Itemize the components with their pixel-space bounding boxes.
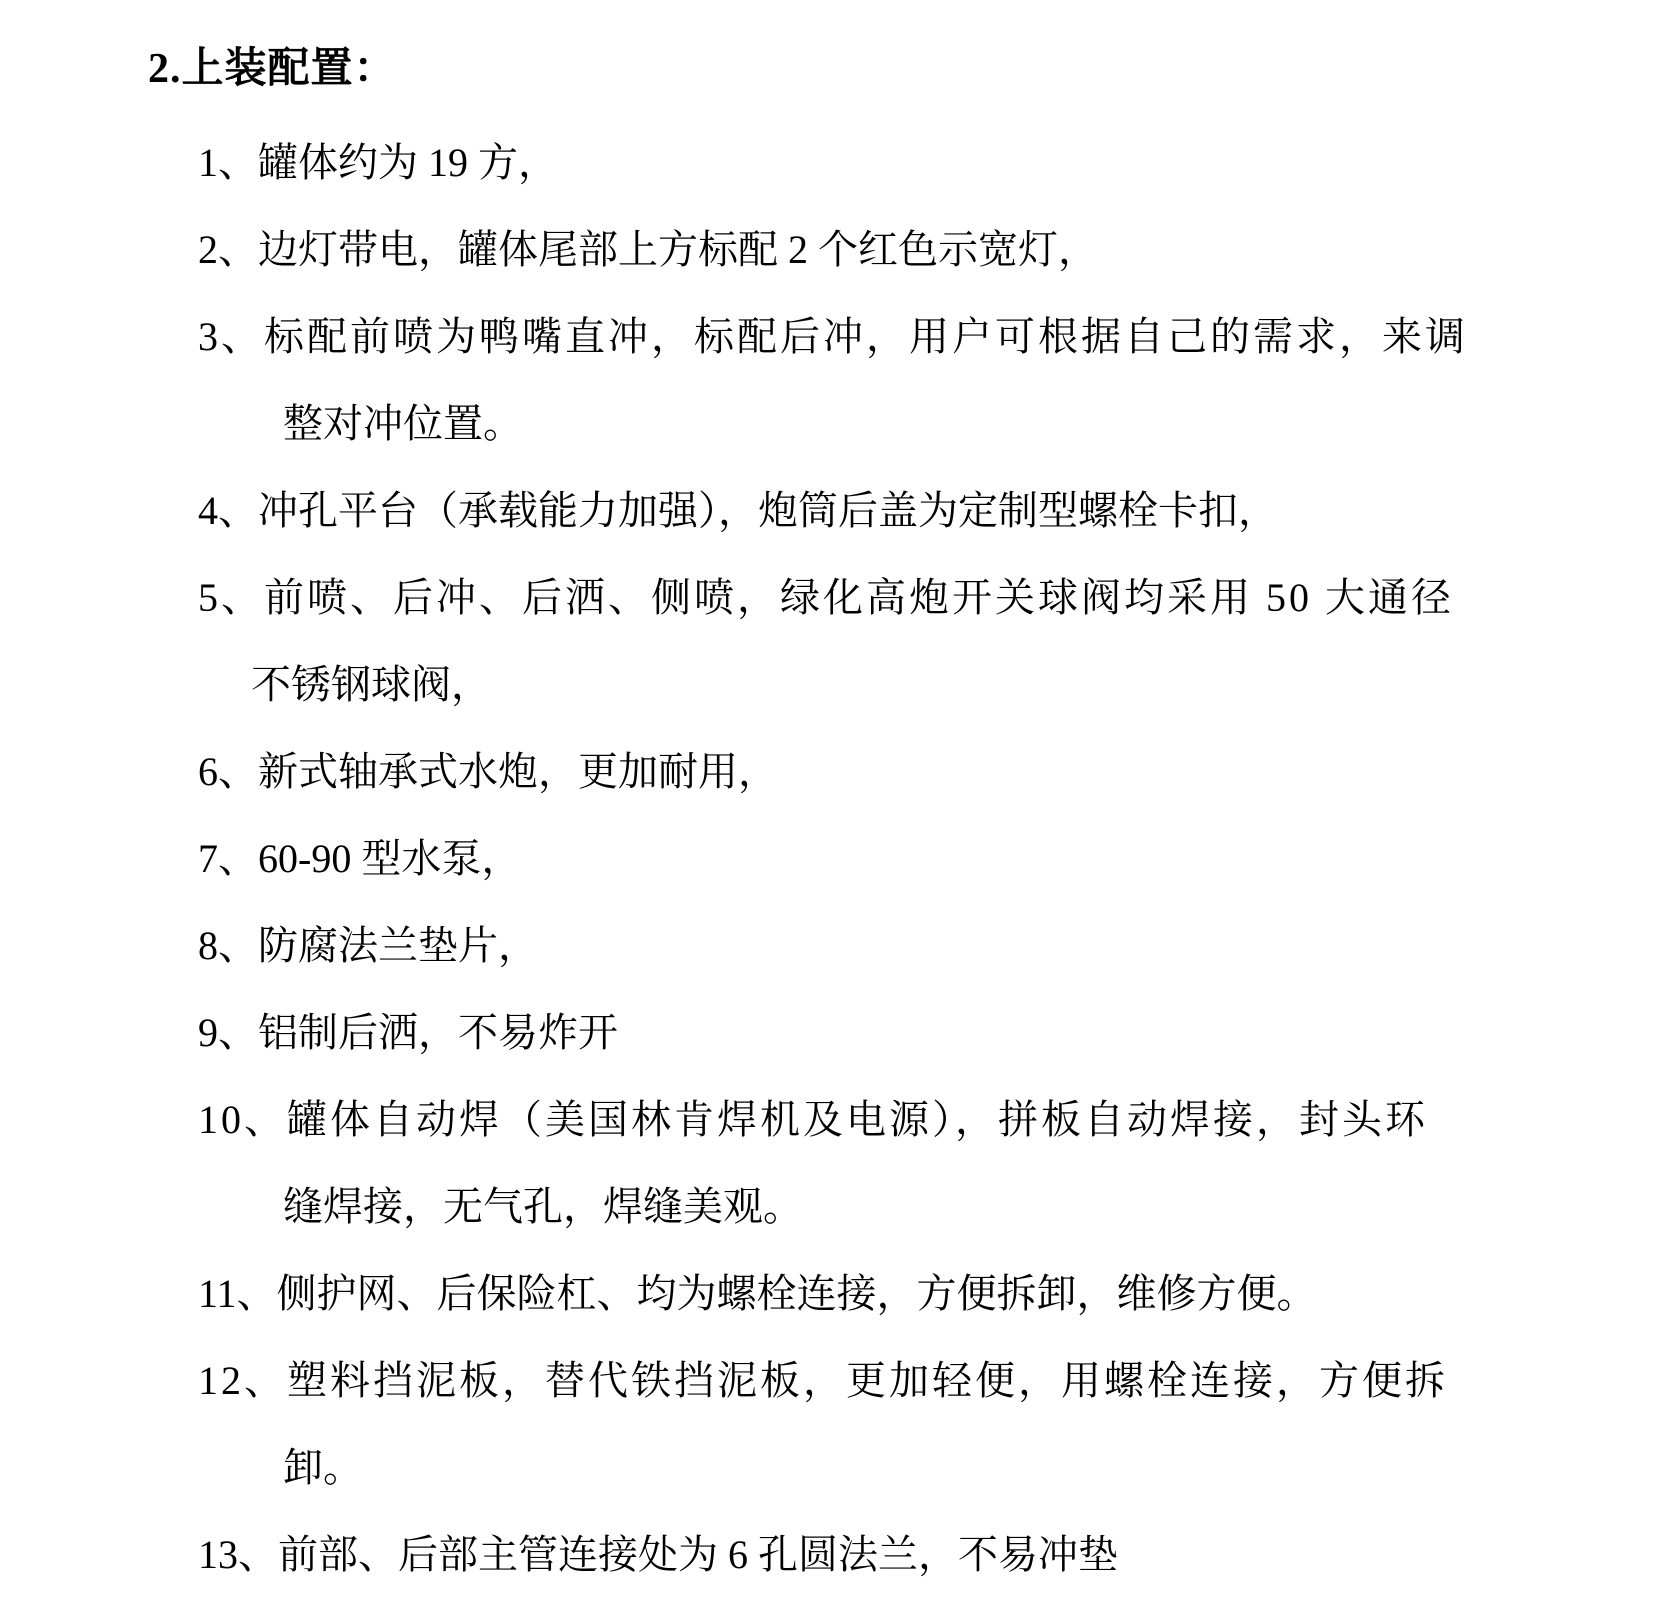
item-10-number: 10、 — [198, 1097, 287, 1142]
item-2-text: 边灯带电，罐体尾部上方标配 2 个红色示宽灯， — [258, 227, 1098, 272]
list-item-3 — [198, 312, 1468, 362]
item-9-number: 9、 — [198, 1010, 258, 1055]
list-item-12-continuation: 卸。 — [283, 1445, 363, 1490]
list-item-1 — [198, 138, 558, 188]
item-7-number: 7、 — [198, 836, 258, 881]
list-item-7 — [198, 834, 521, 884]
item-3-text: 标配前喷为鸭嘴直冲，标配后冲，用户可根据自己的需求，来调 — [264, 314, 1468, 359]
item-13-number: 13、 — [198, 1532, 278, 1577]
item-2-number: 2、 — [198, 227, 258, 272]
item-1-text: 罐体约为 19 方， — [258, 140, 558, 185]
item-8-number: 8、 — [198, 923, 258, 968]
list-item-5-continuation: 不锈钢球阀， — [251, 662, 491, 707]
list-item-11 — [198, 1269, 1317, 1319]
list-item-8 — [198, 921, 538, 971]
list-item-3-continuation: 整对冲位置。 — [283, 401, 523, 446]
item-6-text: 新式轴承式水炮，更加耐用， — [258, 749, 778, 794]
list-item-4 — [198, 486, 1278, 536]
section-heading: 2.上装配置： — [148, 46, 397, 92]
item-4-number: 4、 — [198, 488, 258, 533]
item-1-number: 1、 — [198, 140, 258, 185]
item-5-number: 5、 — [198, 575, 264, 620]
item-11-text: 侧护网、后保险杠、均为螺栓连接，方便拆卸，维修方便。 — [276, 1271, 1317, 1316]
item-11-number: 11、 — [198, 1271, 277, 1316]
item-7-text: 60-90 型水泵， — [258, 836, 522, 881]
list-item-10 — [198, 1095, 1428, 1145]
item-8-text: 防腐法兰垫片， — [258, 923, 538, 968]
list-item-6 — [198, 747, 778, 797]
item-12-number: 12、 — [198, 1358, 287, 1403]
item-10-text: 罐体自动焊（美国林肯焊机及电源），拼板自动焊接，封头环 — [287, 1097, 1428, 1142]
item-12-text: 塑料挡泥板，替代铁挡泥板，更加轻便，用螺栓连接，方便拆 — [287, 1358, 1448, 1403]
list-item-10-continuation: 缝焊接，无气孔，焊缝美观。 — [283, 1184, 803, 1229]
list-item-13 — [198, 1530, 1118, 1580]
item-4-text: 冲孔平台（承载能力加强），炮筒后盖为定制型螺栓卡扣， — [258, 488, 1278, 533]
item-9-text: 铝制后洒，不易炸开 — [258, 1010, 618, 1055]
list-item-2 — [198, 225, 1098, 275]
item-6-number: 6、 — [198, 749, 258, 794]
list-item-12 — [198, 1356, 1448, 1406]
list-item-9 — [198, 1008, 618, 1058]
item-5-text: 前喷、后冲、后洒、侧喷，绿化高炮开关球阀均采用 50 大通径 — [264, 575, 1454, 620]
item-3-number: 3、 — [198, 314, 264, 359]
item-13-text: 前部、后部主管连接处为 6 孔圆法兰，不易冲垫 — [278, 1532, 1118, 1577]
list-item-5 — [198, 573, 1454, 623]
